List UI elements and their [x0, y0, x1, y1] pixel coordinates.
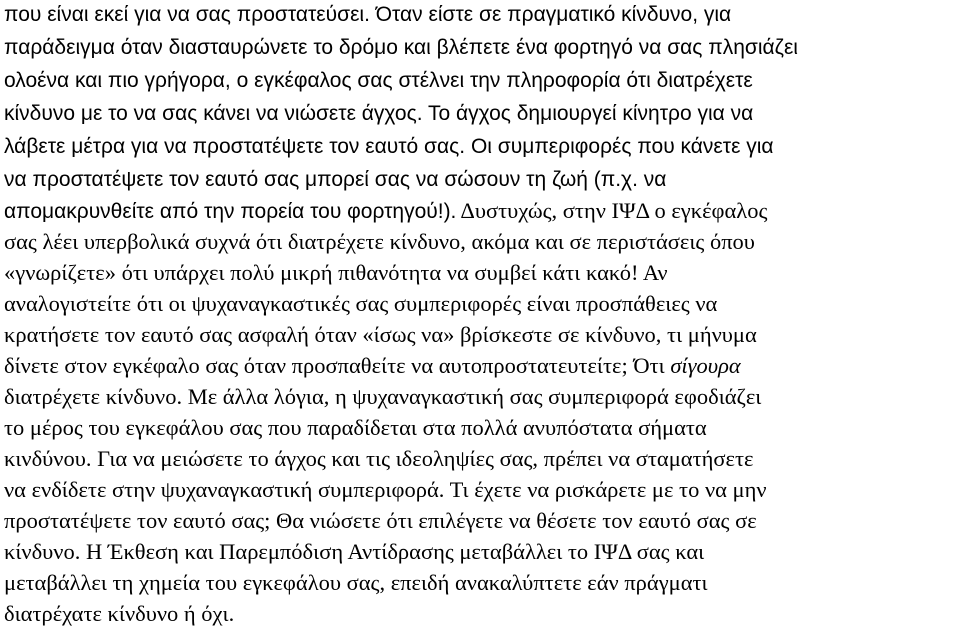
document-page [4, 0, 956, 640]
emphasis-sigoura: σίγουρα [670, 353, 741, 378]
text-line-2: παράδειγμα όταν διασταυρώνετε το δρόμο και βλέπετε ένα φορτηγό να σας πλησιάζει [4, 36, 798, 59]
text-line-7-serif: Δυστυχώς, στην ΙΨΔ ο εγκέφαλος [460, 198, 768, 223]
text-line-4: κίνδυνο με το να σας κάνει να νιώσετε άγχος. Το άγχος δημιουργεί κίνητρο για να [4, 102, 754, 125]
text-line-18: κίνδυνο. Η Έκθεση και Παρεμπόδιση Αντίδρασης μεταβάλλει το ΙΨΔ σας και [4, 539, 705, 564]
text-line-10: αναλογιστείτε ότι οι ψυχαναγκαστικές σας συμπεριφορές είναι προσπάθειες να [4, 291, 718, 316]
text-line-7-sans: απομακρυνθείτε από την πορεία του φορτηγού!). [4, 200, 457, 223]
text-line-12-regular: δίνετε στον εγκέφαλο σας όταν προσπαθείτε να αυτοπροστατευτείτε; Ότι [4, 353, 671, 378]
text-line-7 [4, 196, 767, 226]
text-line-3: ολοένα και πιο γρήγορα, ο εγκέφαλος σας στέλνει την πληροφορία ότι διατρέχετε [4, 69, 753, 92]
text-line-14: το μέρος του εγκεφάλου σας που παραδίδεται στα πολλά ανυπόστατα σήματα [4, 415, 707, 440]
text-line-16: να ενδίδετε στην ψυχαναγκαστική συμπεριφορά. Τι έχετε να ρισκάρετε με το να μην [4, 477, 767, 502]
text-line-20: διατρέχατε κίνδυνο ή όχι. [4, 601, 235, 626]
text-line-11: κρατήσετε τον εαυτό σας ασφαλή όταν «ίσως να» βρίσκεστε σε κίνδυνο, τι μήνυμα [4, 322, 757, 347]
text-line-6: να προστατέψετε τον εαυτό σας μπορεί σας να σώσουν τη ζωή (π.χ. να [4, 168, 667, 191]
text-line-5: λάβετε μέτρα για να προστατέψετε τον εαυτό σας. Οι συμπεριφορές που κάνετε για [4, 135, 774, 158]
text-line-13: διατρέχετε κίνδυνο. Με άλλα λόγια, η ψυχαναγκαστική σας συμπεριφορά εφοδιάζει [4, 384, 762, 409]
text-line-9: «γνωρίζετε» ότι υπάρχει πολύ μικρή πιθανότητα να συμβεί κάτι κακό! Αν [4, 260, 668, 285]
text-line-19: μεταβάλλει τη χημεία του εγκεφάλου σας, επειδή ανακαλύπτετε εάν πράγματι [4, 570, 708, 595]
text-line-15: κινδύνου. Για να μειώσετε το άγχος και τις ιδεοληψίες σας, πρέπει να σταματήσετε [4, 446, 754, 471]
text-line-1: που είναι εκεί για να σας προστατεύσει. Όταν είστε σε πραγματικό κίνδυνο, για [4, 3, 732, 26]
text-line-17: προστατέψετε τον εαυτό σας; Θα νιώσετε ότι επιλέγετε να θέσετε τον εαυτό σας σε [4, 508, 757, 533]
text-line-8: σας λέει υπερβολικά συχνά ότι διατρέχετε κίνδυνο, ακόμα και σε περιστάσεις όπου [4, 229, 755, 254]
text-line-12 [4, 351, 741, 381]
